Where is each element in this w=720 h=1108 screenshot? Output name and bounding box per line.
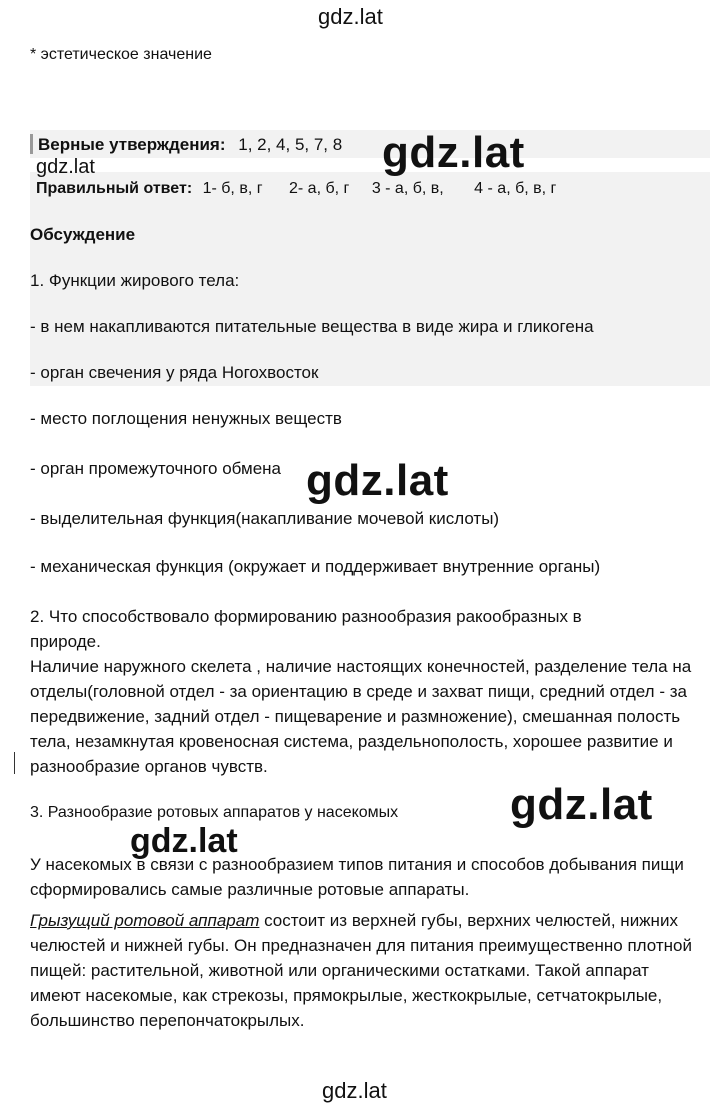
correct-answer-label: Правильный ответ:: [36, 180, 193, 197]
true-statements-label: Верные утверждения:: [38, 135, 226, 154]
watermark-big-3: gdz.lat: [510, 780, 653, 829]
watermark-mid: gdz.lat: [130, 822, 238, 860]
question-3-title: 3. Разнообразие ротовых аппаратов у насекомых: [30, 804, 399, 821]
watermark-bottom: gdz.lat: [322, 1078, 387, 1103]
discussion-heading: Обсуждение: [30, 225, 136, 244]
function-item: - выделительная функция(накапливание мочевой кислоты): [30, 509, 500, 528]
left-bar: [30, 134, 33, 154]
question-2-title-line1: 2. Что способствовало формированию разнообразия ракообразных в: [30, 607, 582, 626]
question-1-title: 1. Функции жирового тела:: [30, 271, 240, 290]
watermark-big-1: gdz.lat: [382, 128, 525, 177]
term-description: состоит из верхней губы, верхних челюстей, нижних челюстей и нижней губы. Он предназначен для питания преимущественно плотной пищей: растительной, животной или органическими остатками. Такой аппарат имеют насекомые, как стрекозы, прямокрылые, жесткокрылые, сетчатокрылые, большинство перепончатокрылых.: [30, 911, 692, 1030]
answer-item: 3 - а, б, в,: [371, 180, 444, 197]
watermark-left-small: gdz.lat: [36, 156, 95, 178]
term-gnawing-apparatus: Грызущий ротовой аппарат: [30, 911, 260, 930]
function-item: - в нем накапливаются питательные вещества в виде жира и гликогена: [30, 317, 594, 336]
true-statements-value: 1, 2, 4, 5, 7, 8: [238, 135, 343, 154]
answer-item: 1- б, в, г: [202, 180, 263, 197]
question-3-intro: У насекомых в связи с разнообразием типов питания и способов добывания пищи сформировались самые различные ротовые аппараты.: [30, 855, 684, 899]
function-item: - орган свечения у ряда Ногохвосток: [30, 363, 319, 382]
question-3-paragraph: [30, 908, 700, 1033]
function-item: - место поглощения ненужных веществ: [30, 409, 342, 428]
question-2-title-line2: природе.: [30, 632, 101, 651]
text-cursor: [14, 752, 15, 774]
answer-item: 2- а, б, г: [289, 180, 350, 197]
true-statements-row: [38, 134, 342, 156]
correct-answer-row: [36, 178, 556, 200]
question-2-answer: Наличие наружного скелета , наличие настоящих конечностей, разделение тела на отделы(головной отдел - за ориентацию в среде и захват пищи, средний отдел - за передвижение, задний отдел - пищеварение и размножение), смешанная полость тела, незамкнутая кровеносная система, раздельнополость, хорошее развитие и разнообразие органов чувств.: [30, 657, 692, 776]
footnote: * эстетическое значение: [30, 46, 212, 63]
watermark-big-2: gdz.lat: [306, 456, 449, 505]
answer-item: 4 - а, б, в, г: [474, 180, 557, 197]
watermark-top: gdz.lat: [318, 4, 383, 29]
function-item: - орган промежуточного обмена: [30, 459, 281, 478]
function-item: - механическая функция (окружает и поддерживает внутренние органы): [30, 557, 601, 576]
